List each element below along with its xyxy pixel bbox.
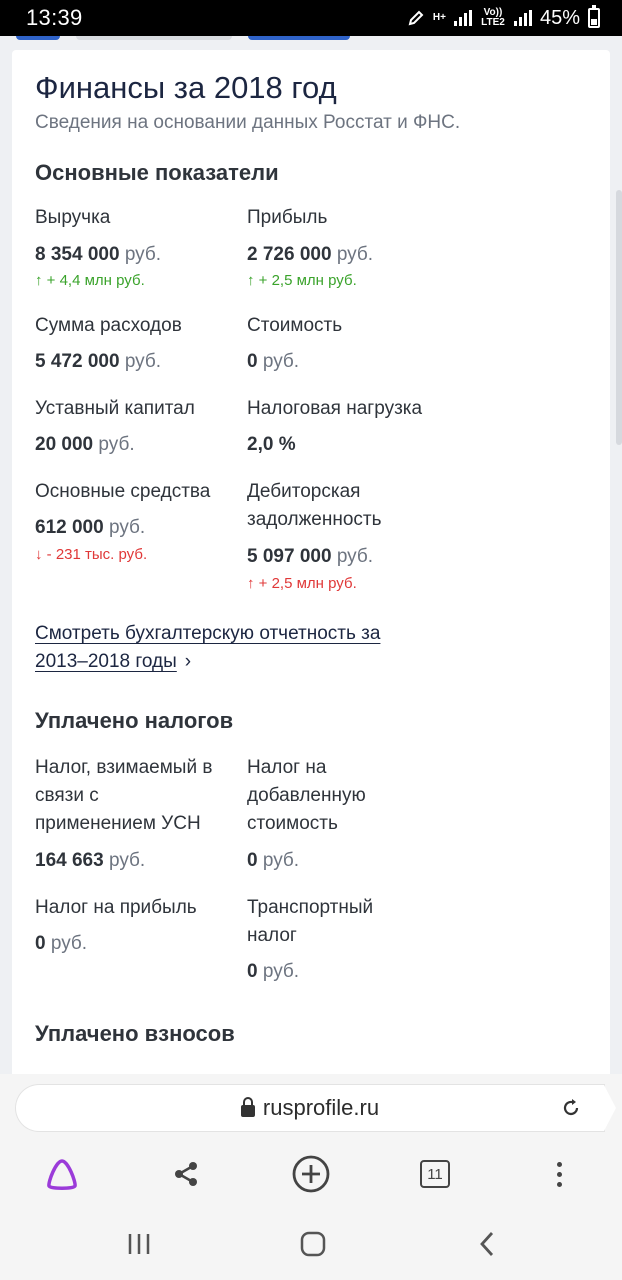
home-icon — [299, 1230, 327, 1258]
signal-icon-2 — [514, 10, 532, 26]
alice-icon — [44, 1156, 80, 1192]
lock-icon — [241, 1105, 255, 1117]
revenue-value: 8 354 000 руб. — [35, 244, 162, 265]
expenses-value: 5 472 000 руб. — [35, 351, 162, 372]
fixed-assets-delta: ↓ - 231 тыс. руб. — [35, 546, 148, 563]
menu-button[interactable] — [535, 1152, 583, 1196]
transport-tax-label: Транспортный налог — [247, 897, 374, 946]
peek-tab-2 — [76, 36, 232, 40]
accounting-report-link[interactable]: Смотреть бухгалтерскую отчетность за 2013–2018 годы › — [35, 620, 380, 676]
page-title: Финансы за 2018 год — [35, 70, 337, 105]
profit-tax-label: Налог на прибыль — [35, 897, 197, 918]
battery-icon — [588, 8, 600, 28]
vat-label: Налог на добавленную стоимость — [247, 757, 366, 834]
receivables-delta: ↑ + 2,5 млн руб. — [247, 575, 357, 592]
address-bar[interactable] — [16, 1085, 604, 1131]
back-icon — [476, 1230, 498, 1258]
reload-icon[interactable] — [560, 1097, 582, 1119]
recent-apps-button[interactable] — [114, 1224, 164, 1264]
usn-tax-label: Налог, взимаемый в связи с применением УСН — [35, 757, 213, 834]
new-tab-button[interactable] — [287, 1152, 335, 1196]
peek-tab-3 — [248, 36, 350, 40]
volte-icon: Vo)) LTE2 — [481, 7, 505, 28]
revenue-delta: ↑ + 4,4 млн руб. — [35, 272, 145, 289]
page-subtitle: Сведения на основании данных Росстат и ФНС. — [35, 112, 461, 133]
signal-icon — [454, 10, 472, 26]
section-title-contributions: Уплачено взносов — [35, 1021, 235, 1046]
usn-tax-value: 164 663 руб. — [35, 850, 146, 871]
cost-label: Стоимость — [247, 315, 343, 336]
network-type-icon: H+ — [432, 12, 446, 23]
profit-tax-value: 0 руб. — [35, 933, 88, 954]
profit-delta: ↑ + 2,5 млн руб. — [247, 272, 357, 289]
profit-label: Прибыль — [247, 207, 328, 228]
share-button[interactable] — [162, 1152, 210, 1196]
browser-toolbar — [0, 1144, 622, 1204]
tabs-count-icon: 11 — [420, 1160, 450, 1188]
edit-pen-icon — [407, 9, 425, 27]
transport-tax-value: 0 руб. — [247, 961, 300, 982]
alice-assistant-button[interactable] — [38, 1152, 86, 1196]
peek-tab-1 — [16, 36, 60, 40]
battery-percent: 45% — [539, 6, 580, 29]
tabs-button[interactable] — [411, 1152, 459, 1196]
revenue-label: Выручка — [35, 207, 111, 228]
status-icons — [407, 7, 600, 30]
status-bar — [0, 0, 622, 36]
section-title-taxes: Уплачено налогов — [35, 708, 234, 733]
receivables-value: 5 097 000 руб. — [247, 546, 374, 567]
capital-value: 20 000 руб. — [35, 434, 135, 455]
url-text: rusprofile.ru — [262, 1095, 380, 1120]
status-time: 13:39 — [26, 5, 83, 30]
scroll-indicator[interactable] — [616, 190, 622, 445]
section-title-main: Основные показатели — [35, 160, 279, 185]
plus-circle-icon — [291, 1154, 331, 1194]
finance-card — [12, 50, 610, 1080]
share-icon — [172, 1160, 200, 1188]
tax-burden-label: Налоговая нагрузка — [247, 398, 423, 419]
more-vert-icon — [557, 1162, 562, 1187]
cost-value: 0 руб. — [247, 351, 300, 372]
recent-apps-icon — [126, 1232, 152, 1256]
chevron-right-icon: › — [184, 651, 192, 672]
capital-label: Уставный капитал — [35, 398, 195, 419]
system-nav-bar — [0, 1204, 622, 1280]
tax-burden-value: 2,0 % — [247, 434, 296, 455]
receivables-label: Дебиторская задолженность — [247, 481, 382, 530]
fixed-assets-value: 612 000 руб. — [35, 517, 146, 538]
back-button[interactable] — [462, 1224, 512, 1264]
profit-value: 2 726 000 руб. — [247, 244, 374, 265]
home-button[interactable] — [288, 1224, 338, 1264]
fixed-assets-label: Основные средства — [35, 481, 211, 502]
vat-value: 0 руб. — [247, 850, 300, 871]
expenses-label: Сумма расходов — [35, 315, 182, 336]
